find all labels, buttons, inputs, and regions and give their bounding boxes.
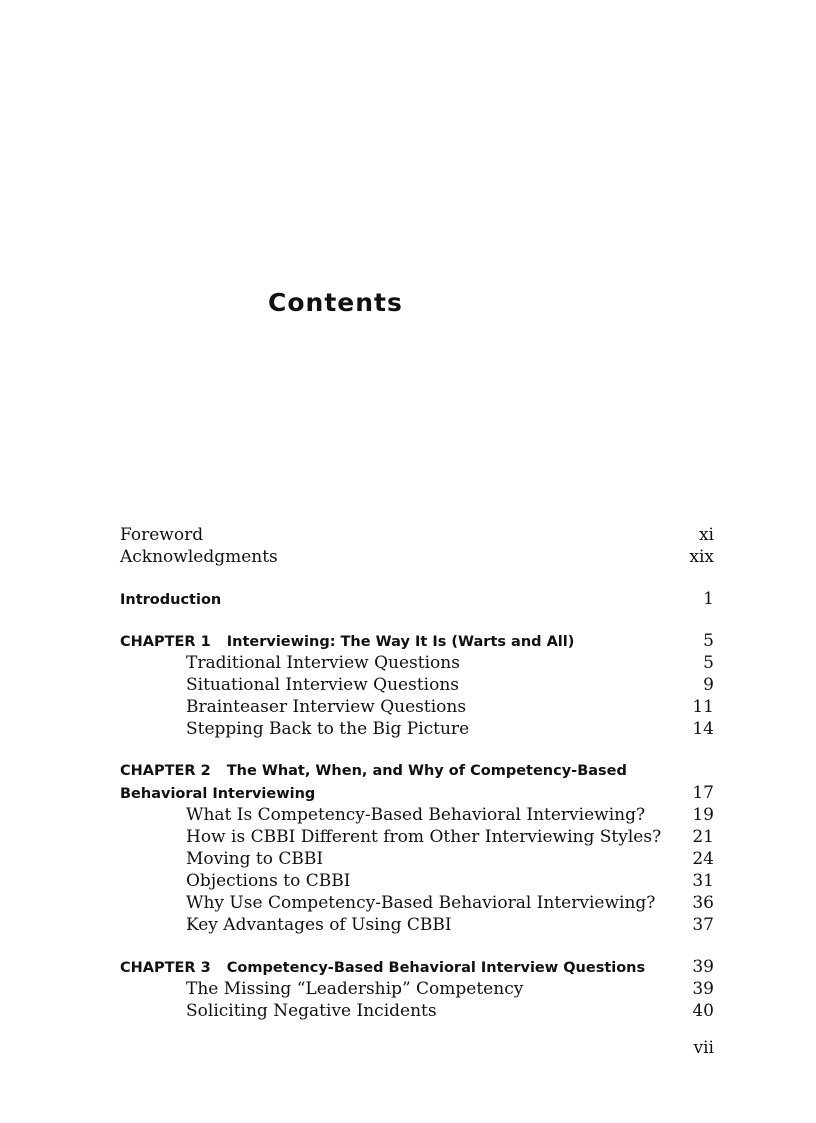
toc-section-label: What Is Competency-Based Behavioral Interviewing? [186,805,646,825]
toc-chapter-3 [120,956,714,978]
table-of-contents [120,524,714,1022]
toc-section-page: 11 [692,697,714,717]
toc-section-label: Stepping Back to the Big Picture [186,719,470,739]
toc-entry-label: Foreword [120,525,204,545]
toc-entry-page: xi [698,525,714,545]
toc-entry-foreword [120,524,714,546]
page-title: Contents [268,288,403,317]
toc-section-page: 19 [692,805,714,825]
toc-section [120,848,714,870]
toc-section [120,804,714,826]
chapter-label: CHAPTER 1 [120,634,211,650]
toc-section-label: Situational Interview Questions [186,675,460,695]
chapter-title: The What, When, and Why of Competency-Based [226,763,627,779]
toc-entry-page: 1 [703,589,714,609]
toc-section-label: Soliciting Negative Incidents [186,1001,437,1021]
chapter-title: Interviewing: The Way It Is (Warts and All) [226,634,575,650]
toc-section-page: 31 [692,871,714,891]
toc-section [120,978,714,1000]
toc-section-label: Objections to CBBI [186,871,351,891]
toc-section [120,696,714,718]
toc-section [120,674,714,696]
toc-entry-label: Introduction [120,592,222,608]
toc-section [120,892,714,914]
chapter-title-continued: Behavioral Interviewing [120,786,316,802]
toc-section-page: 21 [692,827,714,847]
toc-entry-page: xix [689,547,714,567]
chapter-label: CHAPTER 2 [120,763,211,779]
toc-section-label: Brainteaser Interview Questions [186,697,467,717]
toc-chapter-2-line1 [120,760,714,782]
toc-section-page: 36 [692,893,714,913]
toc-section-page: 40 [692,1001,714,1021]
toc-section [120,826,714,848]
toc-section-page: 24 [692,849,714,869]
toc-section [120,914,714,936]
chapter-title: Competency-Based Behavioral Interview Questions [226,960,646,976]
toc-section [120,870,714,892]
toc-entry-acknowledgments [120,546,714,568]
toc-section-page: 14 [692,719,714,739]
toc-section-label: Traditional Interview Questions [186,653,460,673]
toc-section-label: Why Use Competency-Based Behavioral Interviewing? [186,893,656,913]
toc-section-label: Key Advantages of Using CBBI [186,915,452,935]
toc-entry-page: 17 [692,783,714,803]
toc-section-page: 9 [703,675,714,695]
chapter-label: CHAPTER 3 [120,960,211,976]
toc-section-label: Moving to CBBI [186,849,324,869]
toc-section [120,652,714,674]
toc-section [120,1000,714,1022]
toc-section-page: 37 [692,915,714,935]
toc-section-label: How is CBBI Different from Other Interviewing Styles? [186,827,662,847]
toc-entry-introduction [120,588,714,610]
page-folio: vii [693,1038,714,1058]
toc-entry-label: Acknowledgments [120,547,278,567]
toc-chapter-1 [120,630,714,652]
toc-chapter-2-line2 [120,782,714,804]
toc-section-page: 5 [703,653,714,673]
toc-section [120,718,714,740]
toc-entry-page: 5 [703,631,714,651]
toc-section-label: The Missing “Leadership” Competency [186,979,524,999]
toc-section-page: 39 [692,979,714,999]
toc-entry-page: 39 [692,957,714,977]
